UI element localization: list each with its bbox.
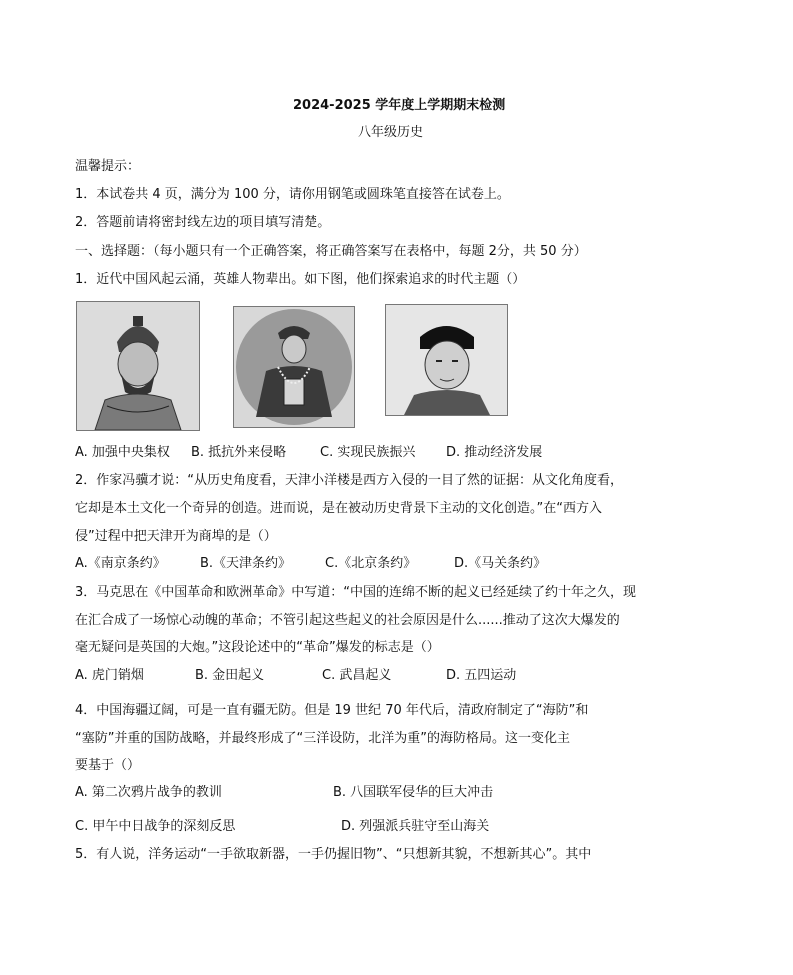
- question-3-option-d: D. 五四运动: [446, 668, 517, 683]
- question-2-option-a: A.《南京条约》: [75, 556, 166, 571]
- question-4-option-a: A. 第二次鸦片战争的教训: [75, 785, 222, 800]
- question-3-option-a: A. 虎门销烟: [75, 668, 144, 683]
- question-2-line: 2．作家冯骥才说：“从历史角度看，天津小洋楼是西方入侵的一目了然的证据：从文化角度看，: [75, 473, 624, 488]
- question-3-option-b: B. 金田起义: [195, 668, 265, 683]
- question-1-option-c: C. 实现民族振兴: [320, 445, 416, 460]
- question-1-option-a: A. 加强中央集权: [75, 445, 170, 460]
- question-4-option-c: C. 甲午中日战争的深刻反思: [75, 819, 236, 834]
- exam-subtitle: 八年级历史: [358, 125, 424, 140]
- question-2-line: 侵”过程中把天津开为商埠的是（）: [75, 529, 277, 544]
- portrait-image-1: [76, 301, 200, 431]
- exam-title: 2024-2025 学年度上学期期末检测: [293, 98, 506, 113]
- question-3-line: 在汇合成了一场惊心动魄的革命；不管引起这些起义的社会原因是什么......推动了这次大爆发的: [75, 613, 620, 628]
- portrait-image-3: [385, 304, 508, 416]
- question-1-option-d: D. 推动经济发展: [446, 445, 543, 460]
- question-4-option-b: B. 八国联军侵华的巨大冲击: [333, 785, 494, 800]
- question-4-option-d: D. 列强派兵驻守至山海关: [341, 819, 490, 834]
- portrait-image-2: [233, 306, 355, 428]
- question-2-option-b: B.《天津条约》: [200, 556, 292, 571]
- question-2-option-d: D.《马关条约》: [454, 556, 547, 571]
- question-4-line: 4．中国海疆辽阔，可是一直有疆无防。但是 19 世纪 70 年代后，清政府制定了“海防”和: [75, 703, 589, 718]
- question-1-stem: 1．近代中国风起云涌，英雄人物辈出。如下图，他们探索追求的时代主题（）: [75, 272, 526, 287]
- question-3-line: 3．马克思在《中国革命和欧洲革命》中写道：“中国的连绵不断的起义已经延续了约十年之久，现: [75, 585, 637, 600]
- tips-heading: 温馨提示：: [75, 159, 141, 174]
- question-3-option-c: C. 武昌起义: [322, 668, 392, 683]
- question-5-line: 5．有人说，洋务运动“一手欲取新器，一手仍握旧物”、“只想新其貌，不想新其心”。其中: [75, 847, 592, 862]
- question-2-line: 它却是本土文化一个奇异的创造。进而说，是在被动历史背景下主动的文化创造。”在“西方入: [75, 501, 602, 516]
- section-title: 一、选择题：（每小题只有一个正确答案，将正确答案写在表格中，每题 2分，共 50 分）: [75, 244, 587, 259]
- question-1-option-b: B. 抵抗外来侵略: [191, 445, 287, 460]
- tip-item: 2．答题前请将密封线左边的项目填写清楚。: [75, 215, 331, 230]
- question-4-line: “塞防”并重的国防战略，并最终形成了“三洋设防，北洋为重”的海防格局。这一变化主: [75, 731, 570, 746]
- tip-item: 1．本试卷共 4 页，满分为 100 分，请你用钢笔或圆珠笔直接答在试卷上。: [75, 187, 510, 202]
- question-3-line: 毫无疑问是英国的大炮。”这段论述中的“革命”爆发的标志是（）: [75, 640, 440, 655]
- question-2-option-c: C.《北京条约》: [325, 556, 417, 571]
- question-4-line: 要基于（）: [75, 758, 141, 773]
